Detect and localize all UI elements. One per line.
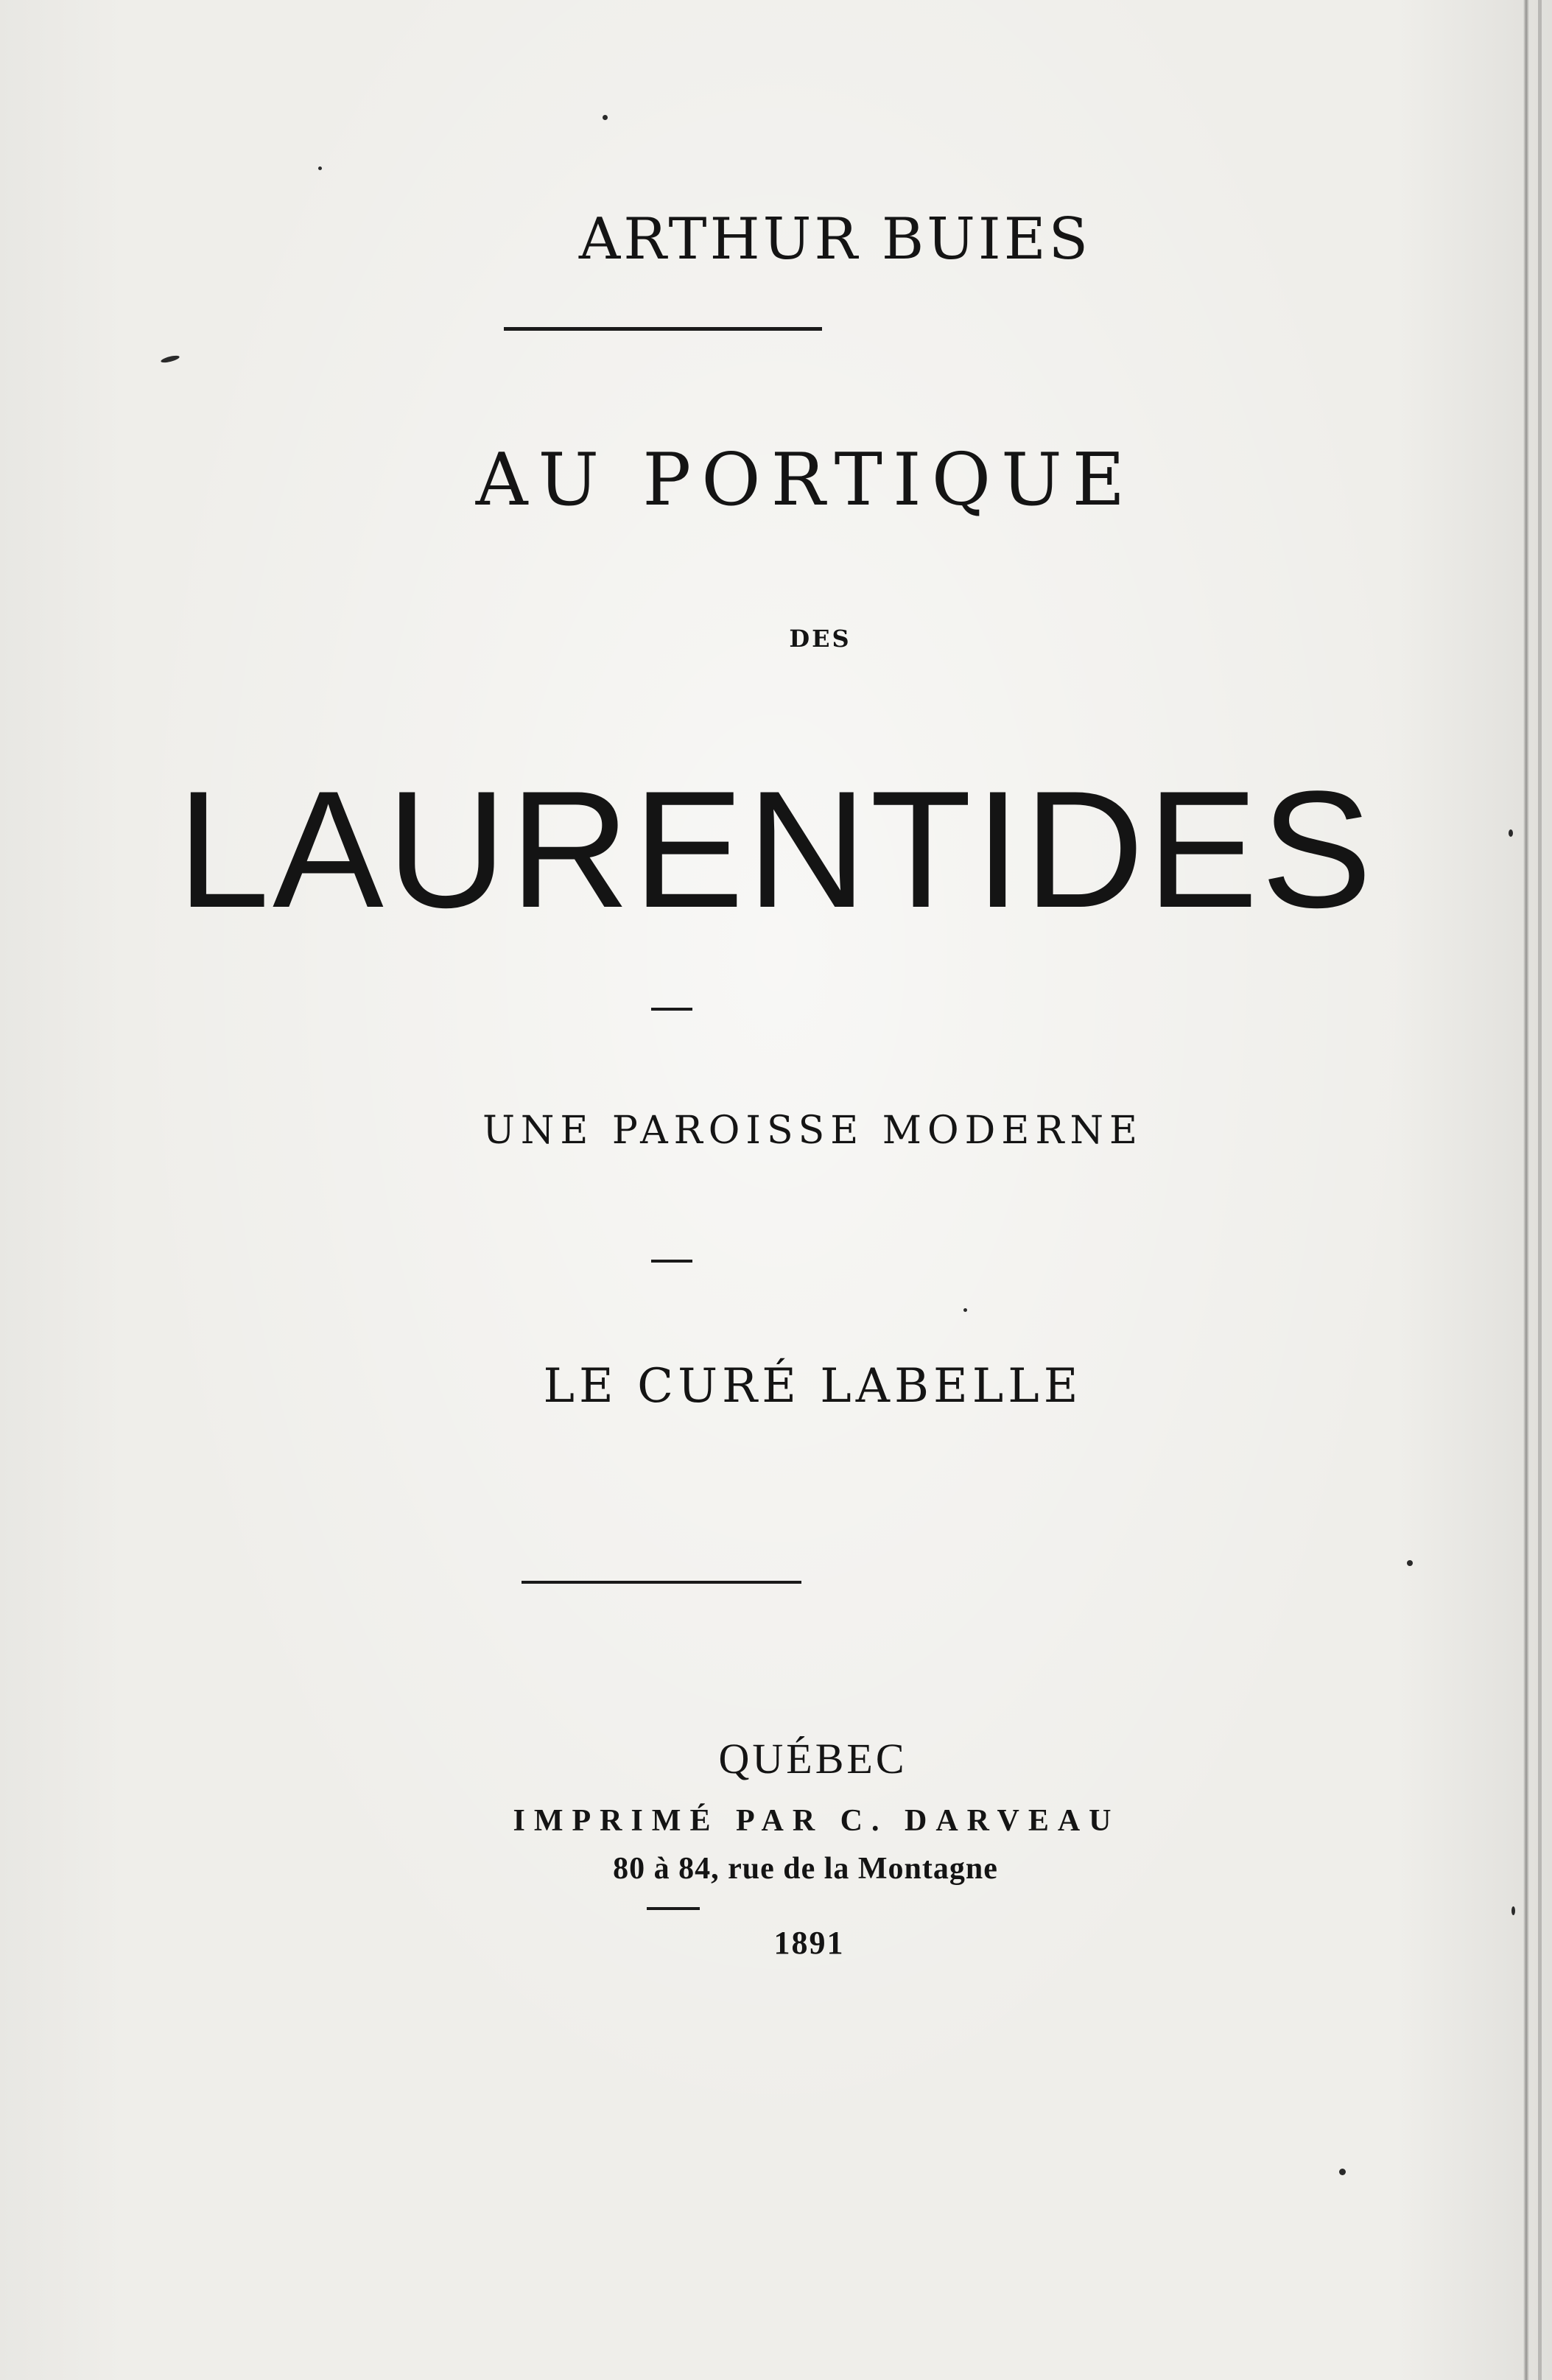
title-main: LAURENTIDES	[177, 756, 1375, 942]
paper-speck	[603, 115, 608, 120]
page-edge-shadow-secondary	[1538, 0, 1542, 2380]
rule-divider-middle	[522, 1581, 801, 1584]
author-name: ARTHUR BUIES	[578, 206, 1092, 273]
paper-speck	[161, 354, 180, 364]
paper-speck	[318, 166, 322, 170]
rule-divider-year	[647, 1907, 700, 1910]
paper-speck	[963, 1308, 967, 1312]
subtitle-parish: UNE PAROISSE MODERNE	[482, 1109, 1143, 1153]
imprint-printer: IMPRIMÉ PAR C. DARVEAU	[513, 1804, 1120, 1838]
dash-divider-2	[651, 1260, 692, 1263]
rule-divider-top	[504, 327, 822, 331]
dash-divider-1	[651, 1008, 692, 1011]
imprint-address: 80 à 84, rue de la Montagne	[613, 1852, 998, 1886]
imprint-year: 1891	[773, 1925, 845, 1961]
paper-speck	[1509, 829, 1513, 837]
title-line-1: AU PORTIQUE	[475, 438, 1136, 522]
title-line-2: DES	[789, 625, 852, 653]
paper-speck	[1339, 2169, 1346, 2175]
paper-speck	[1511, 1906, 1515, 1915]
imprint-city: QUÉBEC	[718, 1735, 907, 1783]
subtitle-cure: LE CURÉ LABELLE	[543, 1359, 1083, 1414]
page-edge-shadow	[1523, 0, 1529, 2380]
paper-speck	[1407, 1560, 1413, 1566]
